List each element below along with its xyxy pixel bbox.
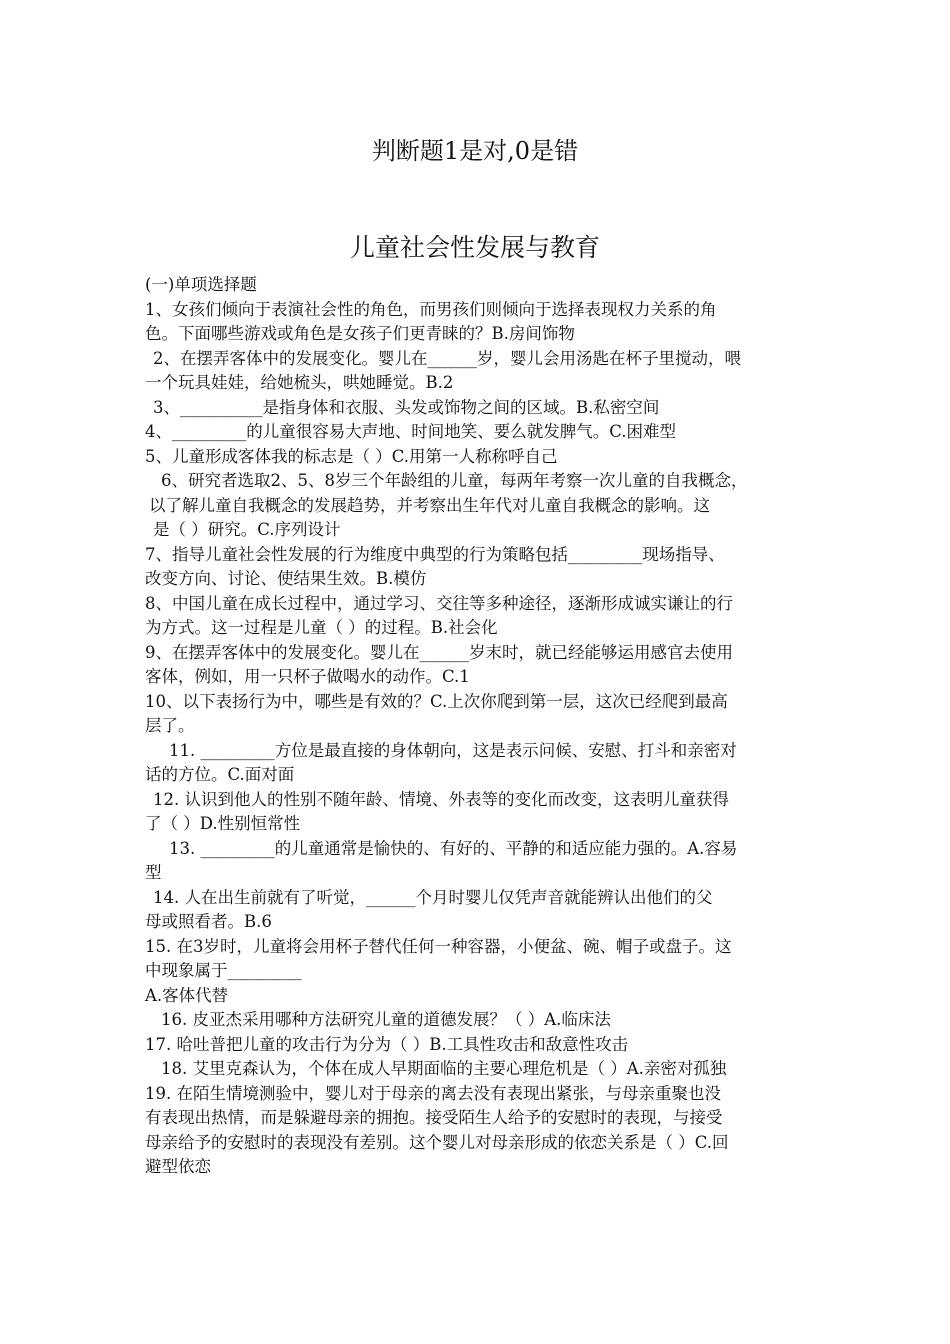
- text-line: 15. 在3岁时，儿童将会用杯子替代任何一种容器，小便盆、碗、帽子或盘子。这: [145, 936, 732, 956]
- text-line: 型: [145, 863, 162, 882]
- text-line: 19. 在陌生情境测验中，婴儿对于母亲的离去没有表现出紧张，与母亲重聚也没: [145, 1083, 721, 1103]
- text-line: 1、女孩们倾向于表演社会性的角色，而男孩们则倾向于选择表现权力关系的角: [145, 299, 717, 319]
- text-line: 有表现出热情，而是躲避母亲的拥抱。接受陌生人给予的安慰时的表现，与接受: [145, 1108, 723, 1127]
- document-title: 儿童社会性发展与教育: [349, 233, 600, 262]
- text-line: 一个玩具娃娃，给她梳头，哄她睡觉。B.2: [145, 373, 454, 392]
- text-line: 12. 认识到他人的性别不随年龄、情境、外表等的变化而改变，这表明儿童获得: [153, 789, 729, 809]
- text-line: 6、研究者选取2、5、8岁三个年龄组的儿童，每两年考察一次儿童的自我概念，: [161, 471, 748, 490]
- text-line: 了（ ）D.性别恒常性: [145, 814, 301, 833]
- text-line: 13. _________的儿童通常是愉快的、有好的、平静的和适应能力强的。A.容易: [169, 838, 738, 858]
- text-line: 是（ ）研究。C.序列设计: [153, 520, 341, 539]
- text-line: 中现象属于_________: [145, 961, 302, 980]
- text-line: 话的方位。C.面对面: [145, 765, 295, 784]
- text-line: 改变方向、讨论、使结果生效。B.模仿: [145, 569, 427, 588]
- text-line: 为方式。这一过程是儿童（ ）的过程。B.社会化: [145, 618, 498, 637]
- text-line: A.客体代替: [145, 985, 229, 1005]
- text-line: 9、在摆弄客体中的发展变化。婴儿在______岁末时，就已经能够运用感官去使用: [145, 642, 733, 662]
- text-line: 17. 哈吐普把儿童的攻击行为分为（ ）B.工具性攻击和敌意性攻击: [145, 1034, 629, 1054]
- section-heading: (一)单项选择题: [145, 275, 257, 294]
- text-line: 2、在摆弄客体中的发展变化。婴儿在______岁，婴儿会用汤匙在杯子里搅动，喂: [153, 348, 741, 368]
- text-line: 4、_________的儿童很容易大声地、时间地笑、要么就发脾气。C.困难型: [145, 422, 677, 441]
- text-line: 母亲给予的安慰时的表现没有差别。这个婴儿对母亲形成的依恋关系是（ ）C.回: [145, 1132, 729, 1152]
- text-line: 避型依恋: [145, 1157, 211, 1176]
- text-line: 7、指导儿童社会性发展的行为维度中典型的行为策略包括_________现场指导、: [145, 544, 725, 564]
- text-line: 以了解儿童自我概念的发展趋势，并考察出生年代对儿童自我概念的影响。这: [149, 495, 710, 515]
- text-line: 14. 人在出生前就有了听觉，______个月时婴儿仅凭声音就能辨认出他们的父: [153, 887, 713, 907]
- text-line: 层了。: [145, 716, 195, 735]
- text-line: 10、以下表扬行为中，哪些是有效的？C.上次你爬到第一层，这次已经爬到最高: [145, 691, 728, 711]
- text-line: 客体，例如，用一只杯子做喝水的动作。C.1: [145, 667, 470, 686]
- header-title: 判断题1是对,0是错: [371, 137, 579, 165]
- document-body: [145, 273, 813, 1180]
- text-line: 16. 皮亚杰采用哪种方法研究儿童的道德发展？（ ）A.临床法: [161, 1010, 611, 1029]
- text-line: 8、中国儿童在成长过程中，通过学习、交往等多种途径，逐渐形成诚实谦让的行: [145, 593, 733, 613]
- text-line: 母或照看者。B.6: [145, 912, 272, 931]
- text-line: 18. 艾里克森认为，个体在成人早期面临的主要心理危机是（ ）A.亲密对孤独: [161, 1059, 727, 1078]
- text-line: 5、儿童形成客体我的标志是（ ）C.用第一人称称呼自己: [145, 446, 558, 466]
- text-line: 色。下面哪些游戏或角色是女孩子们更青睐的？B.房间饰物: [145, 324, 575, 343]
- text-line: 3、__________是指身体和衣服、头发或饰物之间的区域。B.私密空间: [153, 397, 660, 417]
- text-line: 11. _________方位是最直接的身体朝向，这是表示问候、安慰、打斗和亲密对: [169, 740, 737, 760]
